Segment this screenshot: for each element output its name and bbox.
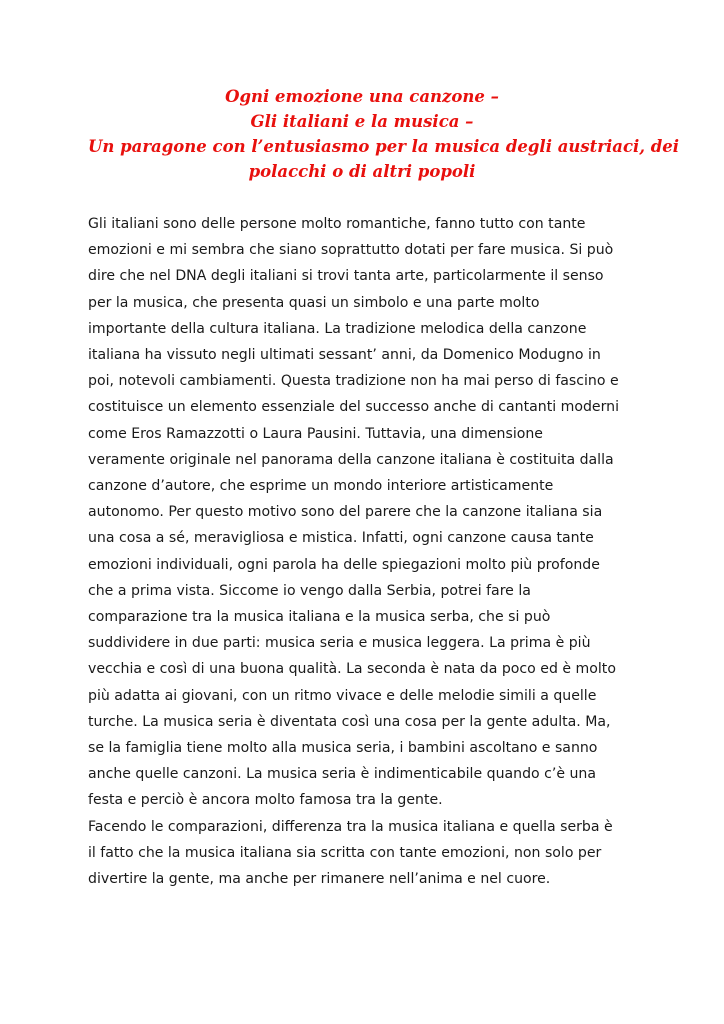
body-line: costituisce un elemento essenziale del successo anche di cantanti moderni — [88, 399, 619, 416]
body-line: suddividere in due parti: musica seria e musica leggera. La prima è più — [88, 635, 591, 652]
body-line: come Eros Ramazzotti o Laura Pausini. Tuttavia, una dimensione — [88, 425, 543, 442]
body-line: per la musica, che presenta quasi un simbolo e una parte molto — [88, 294, 540, 311]
body-line: se la famiglia tiene molto alla musica seria, i bambini ascoltano e sanno — [88, 740, 598, 757]
body-line: vecchia e così di una buona qualità. La seconda è nata da poco ed è molto — [88, 661, 616, 678]
body-line: più adatta ai giovani, con un ritmo vivace e delle melodie simili a quelle — [88, 687, 597, 704]
body-line: emozioni individuali, ogni parola ha delle spiegazioni molto più profonde — [88, 556, 600, 573]
body-line: festa e perciò è ancora molto famosa tra la gente. — [88, 792, 443, 809]
body-line: dire che nel DNA degli italiani si trovi tanta arte, particolarmente il senso — [88, 268, 604, 285]
body-line: veramente originale nel panorama della canzone italiana è costituita dalla — [88, 451, 614, 468]
body-line: autonomo. Per questo motivo sono del parere che la canzone italiana sia — [88, 504, 603, 521]
body-line: Facendo le comparazioni, differenza tra la musica italiana e quella serba è — [88, 818, 613, 835]
title-line: Gli italiani e la musica – — [250, 112, 474, 131]
body-text — [88, 211, 648, 892]
body-line: divertire la gente, ma anche per rimanere nell’anima e nel cuore. — [88, 871, 551, 888]
body-line: turche. La musica seria è diventata così una cosa per la gente adulta. Ma, — [88, 713, 611, 730]
body-line: emozioni e mi sembra che siano soprattutto dotati per fare musica. Si può — [88, 242, 614, 259]
body-line: Gli italiani sono delle persone molto romantiche, fanno tutto con tante — [88, 216, 586, 232]
body-line: una cosa a sé, meravigliosa e mistica. Infatti, ogni canzone causa tante — [88, 530, 594, 547]
body-line: che a prima vista. Siccome io vengo dalla Serbia, potrei fare la — [88, 582, 531, 599]
title-line: polacchi o di altri popoli — [248, 162, 476, 181]
body-line: poi, notevoli cambiamenti. Questa tradizione non ha mai perso di fascino e — [88, 373, 619, 390]
document-title — [88, 84, 680, 184]
body-line: importante della cultura italiana. La tradizione melodica della canzone — [88, 320, 587, 337]
body-line: anche quelle canzoni. La musica seria è indimenticabile quando c’è una — [88, 766, 597, 783]
body-line: il fatto che la musica italiana sia scritta con tante emozioni, non solo per — [88, 844, 602, 861]
body-line: canzone d’autore, che esprime un mondo interiore artisticamente — [88, 478, 554, 495]
title-line: Un paragone con l’entusiasmo per la musica degli austriaci, dei — [88, 137, 680, 156]
body-line: comparazione tra la musica italiana e la musica serba, che si può — [88, 609, 551, 626]
title-line: Ogni emozione una canzone – — [225, 87, 499, 106]
body-line: italiana ha vissuto negli ultimati sessant’ anni, da Domenico Modugno in — [88, 347, 601, 364]
